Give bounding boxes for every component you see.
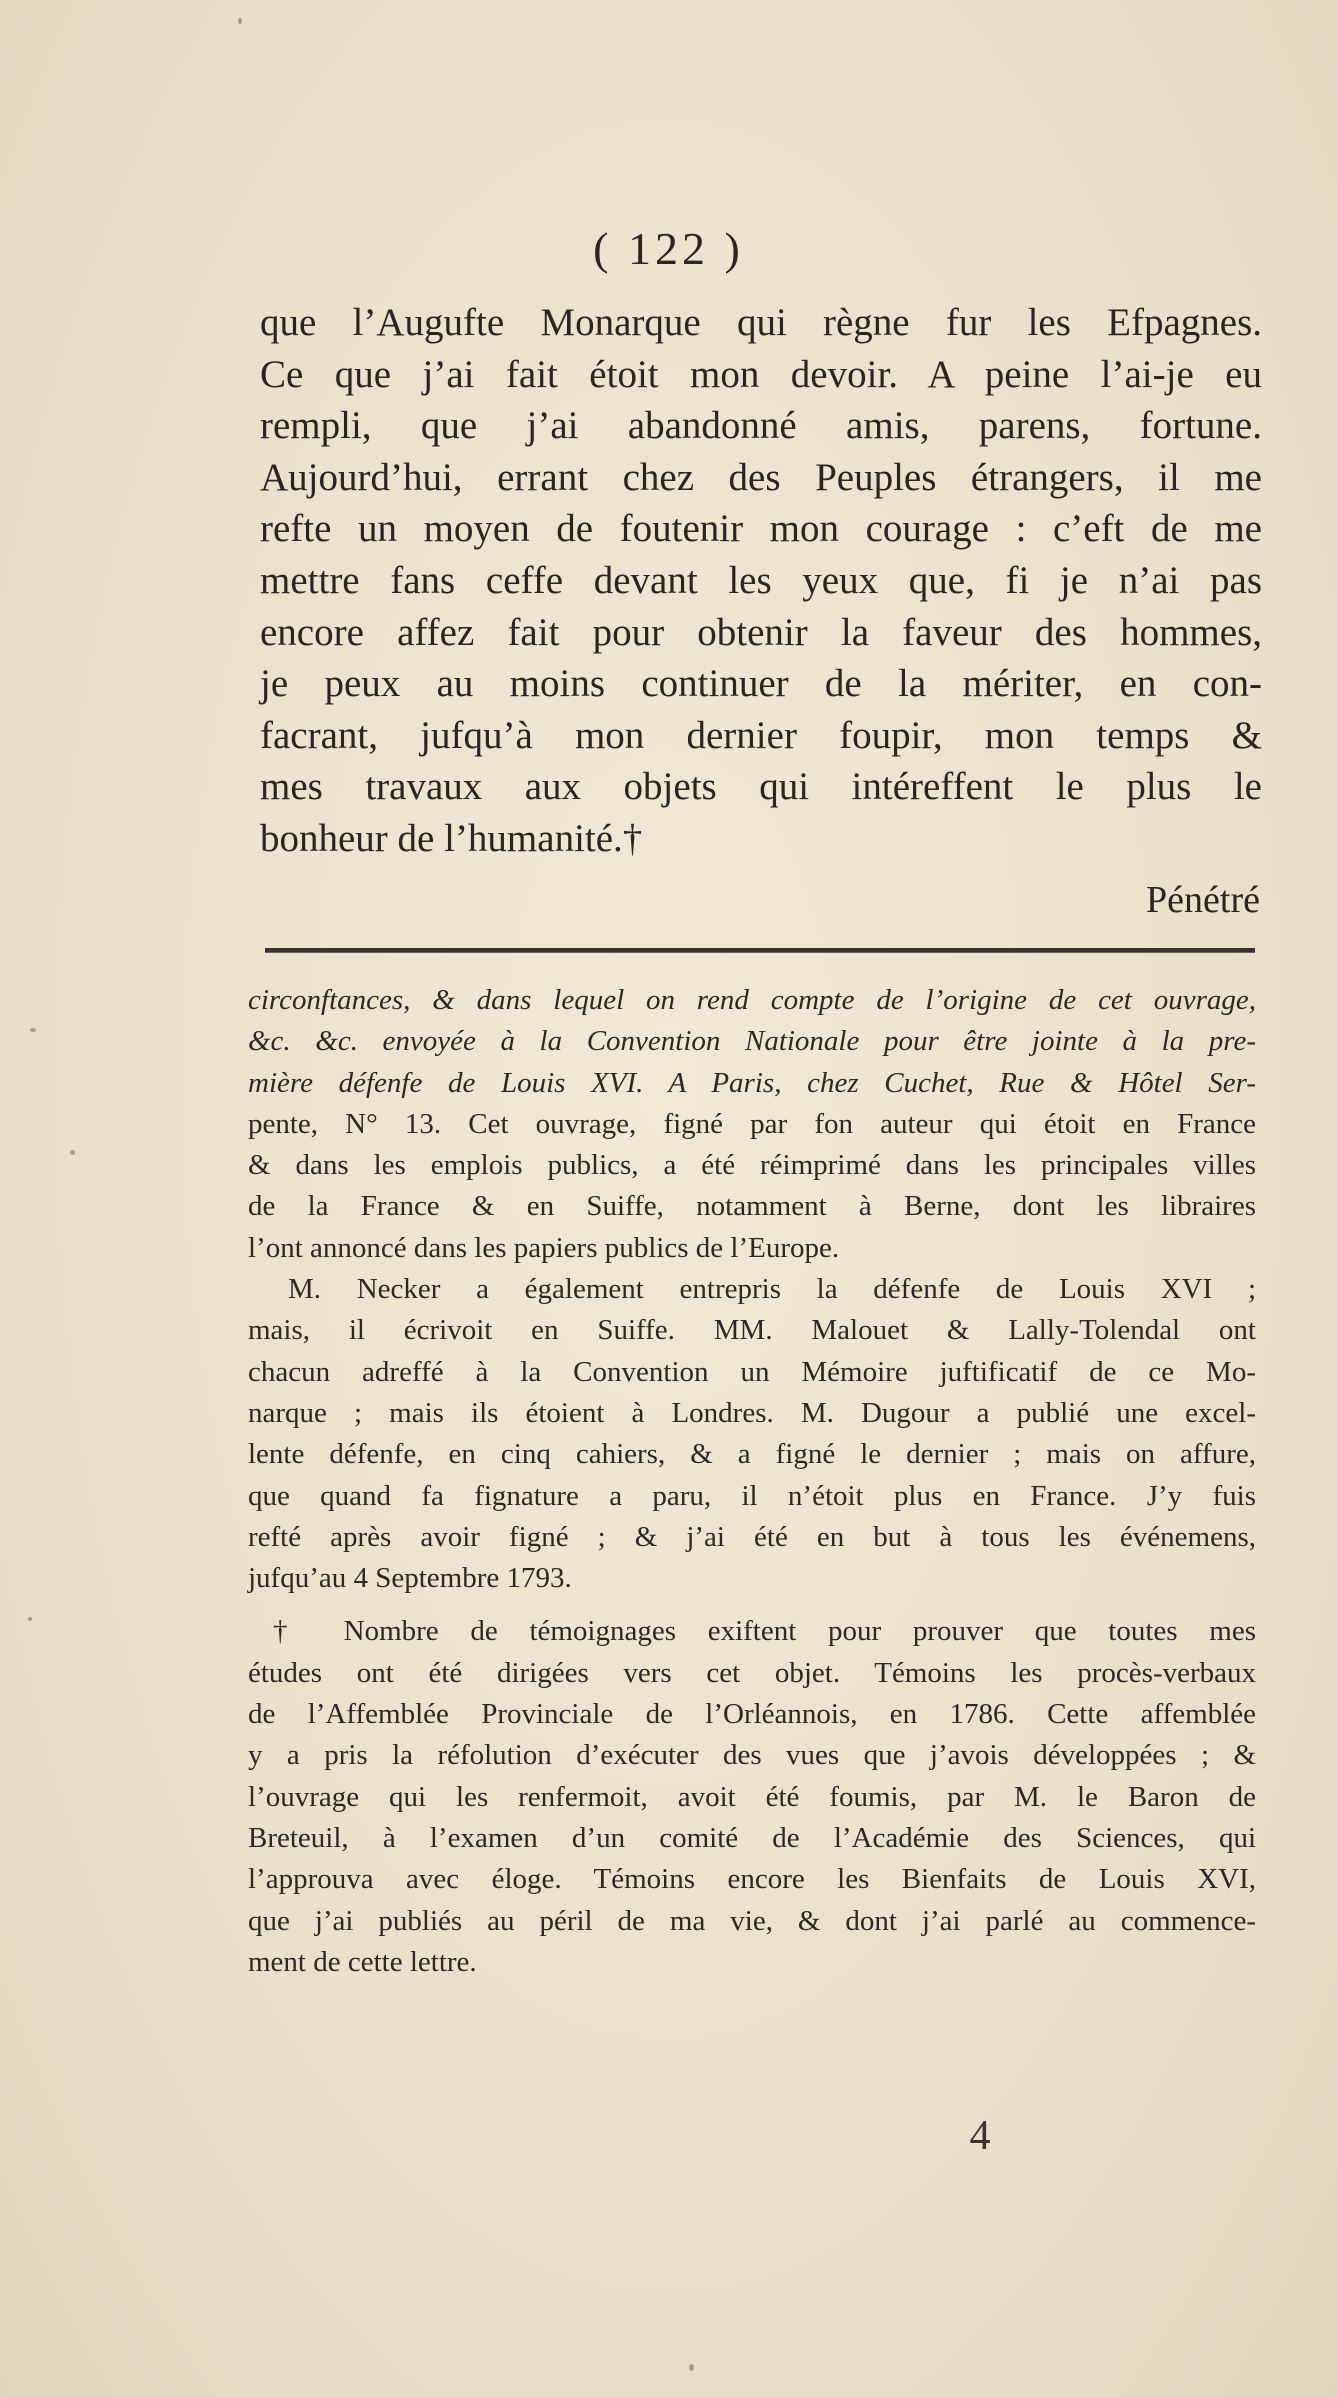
footnote-rule <box>265 948 1255 953</box>
text-line: que l’Augufte Monarque qui règne fur les Efpagnes. <box>260 301 1262 344</box>
footnotes <box>248 980 1256 1983</box>
footnote-line: narque ; mais ils étoient à Londres. M. Dugour a publié une excel- <box>248 1396 1256 1429</box>
text-line: je peux au moins continuer de la mériter, en con- <box>260 662 1262 706</box>
text-line: facrant, jufqu’à mon dernier foupir, mon temps & <box>260 713 1262 757</box>
footnote-line: que quand fa fignature a paru, il n’étoit plus en France. J’y fuis <box>248 1479 1256 1512</box>
dagger-note-line: de l’Affemblée Provinciale de l’Orléannois, en 1786. Cette affemblée <box>248 1698 1256 1731</box>
paper-speck <box>70 1150 75 1155</box>
footnote-line: &c. &c. envoyée à la Convention Nationale pour être jointe à la pre- <box>248 1025 1256 1058</box>
text-line: refte un moyen de foutenir mon courage : c’eft de me <box>260 507 1262 551</box>
signature-mark: 4 <box>969 2113 991 2159</box>
footnote-line: jufqu’au 4 Septembre 1793. <box>248 1562 572 1595</box>
dagger-note-line: † Nombre de témoignages exiftent pour prouver que toutes mes <box>273 1615 1256 1648</box>
footnote-line: l’ont annoncé dans les papiers publics de l’Europe. <box>248 1231 840 1264</box>
text-line: rempli, que j’ai abandonné amis, parens, fortune. <box>260 404 1262 448</box>
text-line: bonheur de l’humanité.† <box>260 816 643 860</box>
footnote-line: mière défenfe de Louis XVI. A Paris, chez Cuchet, Rue & Hôtel Ser- <box>248 1066 1256 1099</box>
footnote-line: mais, il écrivoit en Suiffe. MM. Malouet & Lally-Tolendal ont <box>248 1314 1256 1347</box>
text-line: encore affez fait pour obtenir la faveur des hommes, <box>260 610 1262 654</box>
dagger-note-line: ment de cette lettre. <box>248 1945 477 1978</box>
catchword: Pénétré <box>1146 879 1260 921</box>
paper-speck <box>689 2364 694 2371</box>
dagger-note-line: que j’ai publiés au péril de ma vie, & dont j’ai parlé au commence- <box>248 1904 1256 1937</box>
dagger-note-line: l’approuva avec éloge. Témoins encore les Bienfaits de Louis XVI, <box>248 1863 1256 1896</box>
footnote-line: lente défenfe, en cinq cahiers, & a figné le dernier ; mais on affure, <box>248 1438 1256 1471</box>
paper-speck <box>28 1617 32 1621</box>
footnote-line: refté après avoir figné ; & j’ai été en but à tous les événemens, <box>248 1520 1256 1553</box>
paper-speck <box>238 18 242 24</box>
text-line: Ce que j’ai fait étoit mon devoir. A peine l’ai-je eu <box>260 352 1262 396</box>
paper-speck <box>30 1028 36 1032</box>
text-line: mes travaux aux objets qui intéreffent le plus le <box>260 765 1262 809</box>
footnote-line: & dans les emplois publics, a été réimprimé dans les principales villes <box>248 1149 1256 1182</box>
footnote-line: de la France & en Suiffe, notamment à Berne, dont les libraires <box>248 1190 1256 1223</box>
text-line: Aujourd’hui, errant chez des Peuples étrangers, il me <box>260 455 1262 499</box>
text-line: mettre fans ceffe devant les yeux que, fi je n’ai pas <box>260 558 1262 602</box>
page-number: ( 122 ) <box>593 223 744 274</box>
footnote-line: chacun adreffé à la Convention un Mémoire juftificatif de ce Mo- <box>248 1355 1256 1388</box>
footnote-line: pente, N° 13. Cet ouvrage, figné par fon auteur qui étoit en France <box>248 1107 1256 1140</box>
main-text <box>260 297 1262 865</box>
spacer <box>248 1599 1256 1611</box>
dagger-note-line: y a pris la réfolution d’exécuter des vues que j’avois développées ; & <box>248 1739 1256 1772</box>
dagger-note-line: Breteuil, à l’examen d’un comité de l’Académie des Sciences, qui <box>248 1821 1256 1854</box>
footnote-line: M. Necker a également entrepris la défenfe de Louis XVI ; <box>288 1273 1256 1306</box>
dagger-note-line: études ont été dirigées vers cet objet. Témoins les procès-verbaux <box>248 1656 1256 1689</box>
footnote-line: circonftances, & dans lequel on rend compte de l’origine de cet ouvrage, <box>248 984 1256 1016</box>
dagger-note-line: l’ouvrage qui les renfermoit, avoit été foumis, par M. le Baron de <box>248 1780 1256 1813</box>
